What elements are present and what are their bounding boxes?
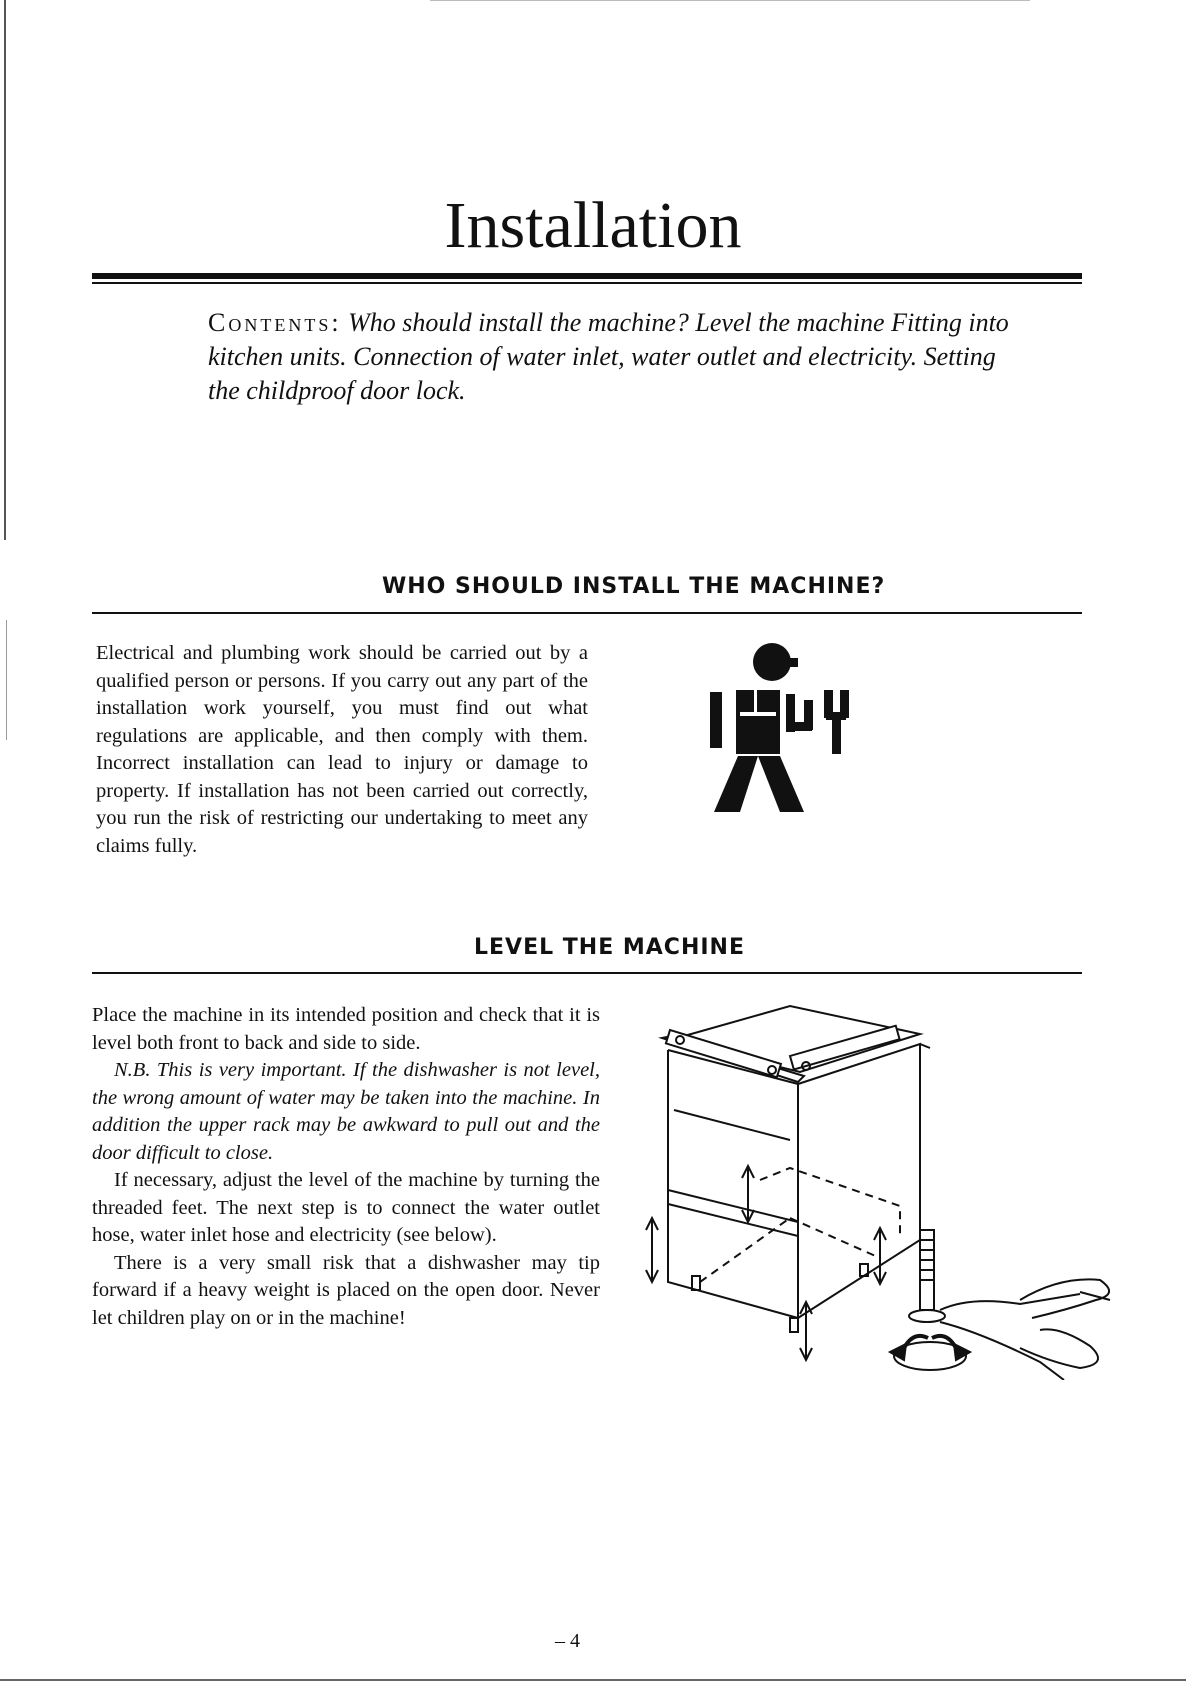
paragraph: Place the machine in its intended position and check that it is level both front to back and side to side.	[92, 1004, 600, 1054]
page-edge	[6, 620, 7, 740]
section-rule	[92, 612, 1082, 614]
contents-label: Contents:	[208, 308, 342, 337]
leveling-diagram	[640, 1000, 1120, 1380]
section-heading-level-machine: LEVEL THE MACHINE	[474, 935, 745, 960]
installer-icon	[700, 640, 860, 820]
page-edge	[430, 0, 1030, 1]
paragraph: There is a very small risk that a dishwasher may tip forward if a heavy weight is placed on the open door. Never let children play on or in the machine!	[92, 1251, 600, 1329]
section-heading-who-should-install: WHO SHOULD INSTALL THE MACHINE?	[382, 574, 886, 599]
note-paragraph: N.B. This is very important. If the dishwasher is not level, the wrong amount of water may be taken into the machine. In addition the upper rack may be awkward to pull out and the door difficult to close.	[92, 1059, 600, 1164]
page-number: – 4	[555, 1630, 580, 1652]
page-edge	[0, 1679, 1186, 1681]
title-rule	[92, 282, 1082, 284]
paragraph: If necessary, adjust the level of the machine by turning the threaded feet. The next step is to connect the water outlet hose, water inlet hose and electricity (see below).	[92, 1169, 600, 1246]
title-rule	[92, 273, 1082, 279]
page-title: Installation	[444, 189, 742, 262]
section-body-who-should-install: Electrical and plumbing work should be carried out by a qualified person or persons. If you carry out any part of the installation work yourself, you must find out what regulations are applicable, and then comply with them. Incorrect installation can lead to injury or damage to property. If installation has not been carried out correctly, you run the risk of restricting our undertaking to meet any claims fully.	[96, 642, 588, 857]
page-edge	[4, 0, 6, 540]
section-body-level-machine	[92, 1002, 600, 1332]
section-rule	[92, 972, 1082, 974]
contents-summary	[208, 306, 1028, 408]
contents-items: Who should install the machine? Level the machine Fitting into kitchen units. Connection of water inlet, water outlet and electricity. Setting the childproof door lock.	[208, 308, 1009, 405]
